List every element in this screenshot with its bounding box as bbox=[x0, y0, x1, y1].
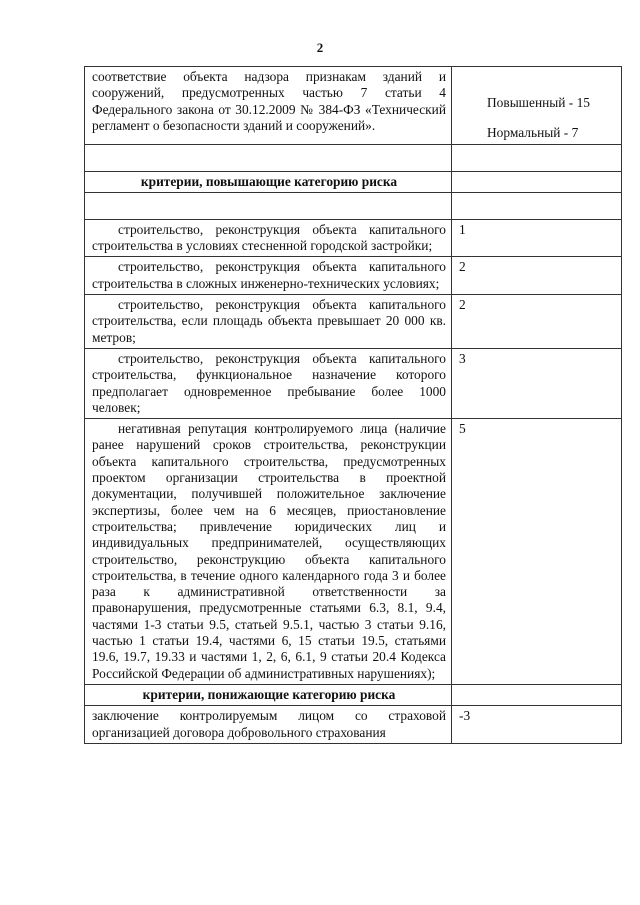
criterion-value: 2 bbox=[452, 257, 622, 295]
criterion-value: 3 bbox=[452, 348, 622, 418]
criterion-text bbox=[85, 295, 452, 349]
criterion-value: 1 bbox=[452, 219, 622, 257]
table-row bbox=[85, 219, 622, 257]
section-heading-decrease: критерии, понижающие категорию риска bbox=[85, 684, 452, 705]
table-row bbox=[85, 257, 622, 295]
table-row bbox=[85, 192, 622, 219]
criterion-text-span: строительство, реконструкция объекта капитального строительства, если площадь объекта превышает 20 000 кв. метров; bbox=[92, 297, 446, 345]
section-heading-increase: критерии, повышающие категорию риска bbox=[85, 171, 452, 192]
empty-cell bbox=[85, 144, 452, 171]
table-row bbox=[85, 144, 622, 171]
table-row bbox=[85, 295, 622, 349]
criterion-text-span: строительство, реконструкция объекта капитального строительства в условиях стесненной городской застройки; bbox=[92, 221, 446, 254]
criterion-value: -3 bbox=[452, 706, 622, 744]
empty-cell bbox=[452, 144, 622, 171]
empty-cell bbox=[85, 192, 452, 219]
table-row bbox=[85, 67, 622, 145]
table-row bbox=[85, 419, 622, 685]
section-heading-row bbox=[85, 171, 622, 192]
criterion-text bbox=[85, 219, 452, 257]
criterion-text bbox=[85, 348, 452, 418]
table-row bbox=[85, 706, 622, 744]
risk-criteria-table bbox=[84, 66, 622, 744]
criterion-text bbox=[85, 257, 452, 295]
category-normal: Нормальный - 7 bbox=[487, 125, 579, 141]
empty-cell bbox=[452, 192, 622, 219]
category-cell bbox=[452, 67, 622, 145]
empty-cell bbox=[452, 171, 622, 192]
section-heading-row bbox=[85, 684, 622, 705]
criterion-text: заключение контролируемым лицом со страховой организацией договора добровольного страхования bbox=[85, 706, 452, 744]
table-row bbox=[85, 348, 622, 418]
criterion-text-span: строительство, реконструкция объекта капитального строительства, функциональное назначение которого предполагает одновременное пребывание более 1000 человек; bbox=[92, 350, 446, 415]
criterion-text: соответствие объекта надзора признакам зданий и сооружений, предусмотренных частью 7 статьи 4 Федерального закона от 30.12.2009 № 384-ФЗ «Технический регламент о безопасности зданий и сооружений». bbox=[85, 67, 452, 145]
criterion-value: 2 bbox=[452, 295, 622, 349]
category-high: Повышенный - 15 bbox=[487, 95, 590, 110]
criterion-text-span: негативная репутация контролируемого лица (наличие ранее нарушений сроков строительства, реконструкции объекта капитального строительства, предусмотренных проектом организации строительства в проектной документации, получившей положительное заключение экспертизы, более чем на 6 месяцев, приостановление строительства; привлечение юридических лиц и индивидуальных предпринимателей, осуществляющих строительство, реконструкцию объекта капитального строительства, в течение одного календарного года 3 и более раза к административной ответственности за правонарушения, предусмотренные статьями 6.3, 8.1, 9.4, частями 1-3 статьи 9.5, статьей 9.5.1, частью 3 статьи 9.16, частью 1 статьи 19.4, частями 6, 15 статьи 19.5, статьями 19.6, 19.7, 19.33 и частями 1, 2, 6, 6.1, 9 статьи 20.4 Кодекса Российской Федерации об административных нарушениях); bbox=[92, 421, 446, 681]
page-number: 2 bbox=[316, 40, 324, 55]
criterion-text bbox=[85, 419, 452, 685]
criterion-value: 5 bbox=[452, 419, 622, 685]
criterion-text-span: строительство, реконструкция объекта капитального строительства в сложных инженерно-технических условиях; bbox=[92, 259, 446, 291]
empty-cell bbox=[452, 684, 622, 705]
